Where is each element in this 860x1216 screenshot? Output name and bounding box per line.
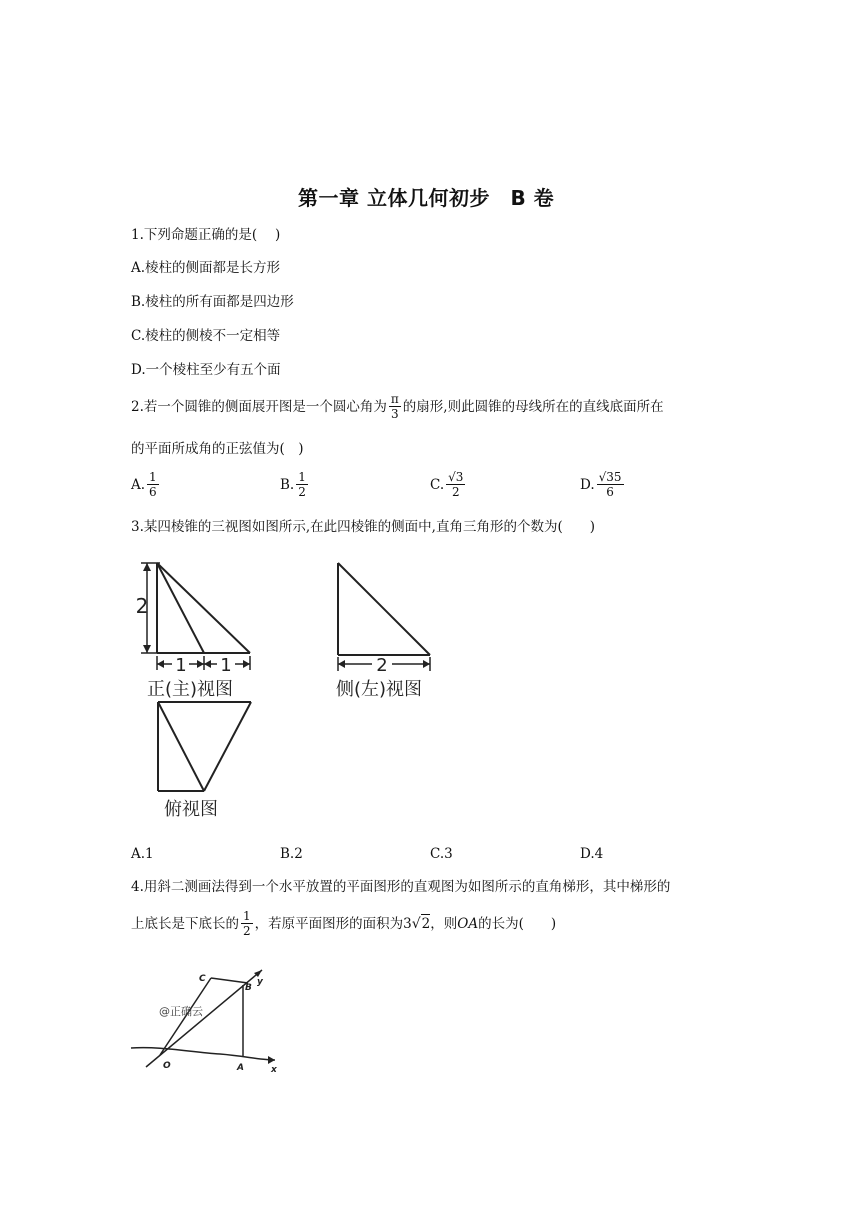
q1-stem: 1.下列命题正确的是( ): [131, 227, 281, 243]
q4-label-c: C: [199, 974, 206, 984]
q2-option-d-label: D.: [580, 476, 595, 493]
q1-option-c: C.棱柱的侧棱不一定相等: [131, 328, 281, 344]
q1-option-a: A.棱柱的侧面都是长方形: [131, 260, 281, 276]
q2-option-b-label: B.: [280, 476, 295, 493]
q4-label-y: y: [257, 977, 263, 987]
q2-stem-part-b: 的扇形,则此圆锥的母线所在的直线底面所在: [402, 398, 664, 415]
q4-stem-part-c: ，若原平面图形的面积为: [254, 915, 404, 932]
q2-angle-den: 3: [391, 407, 399, 421]
q3-dim-height: 2: [135, 594, 149, 618]
q2-stem-line2: 的平面所成角的正弦值为( ): [131, 441, 304, 457]
q3-dim-side: 2: [376, 655, 388, 676]
q3-stem: 3.某四棱锥的三视图如图所示,在此四棱锥的侧面中,直角三角形的个数为( ): [131, 519, 595, 535]
q2-option-c-num: √3: [448, 470, 464, 484]
q4-stem-part-b: 上底长是下底长的: [131, 915, 239, 932]
q4-x-axis: [131, 1048, 275, 1060]
q2-option-c-label: C.: [430, 476, 445, 493]
q4-label-x: x: [271, 1065, 277, 1075]
q2-option-b-den: 2: [298, 485, 306, 499]
q3-front-view-label: 正(主)视图: [147, 679, 234, 700]
q3-side-view-label: 侧(左)视图: [336, 679, 423, 700]
q3-option-d: D.4: [580, 846, 604, 862]
q4-segment-oa: OA: [457, 915, 479, 932]
q4-area-radicand: 2: [421, 916, 431, 932]
q2-option-d-num: √35: [598, 470, 622, 484]
q1-option-d: D.一个棱柱至少有五个面: [131, 362, 281, 378]
q4-label-o: O: [163, 1061, 171, 1071]
q4-frac-den: 2: [243, 924, 251, 938]
q4-watermark: @正确云: [159, 1005, 203, 1018]
q3-dim-left: 1: [175, 655, 187, 676]
q4-label-a: A: [237, 1063, 244, 1073]
q2-option-a-den: 6: [149, 485, 157, 499]
q4-stem-part-d: ，则: [430, 915, 458, 932]
page-title: 第一章 立体几何初步 B 卷: [298, 186, 555, 210]
q4-edge-cb: [211, 978, 248, 983]
q4-stem-line2: 上底长是下底长的 $\frac{1}{2}$ ，若原平面图形的面积为 3 √ 2 ，则 OA 的长为( ): [131, 909, 557, 938]
q4-area-coef: 3: [403, 915, 412, 932]
q3-dim-right: 1: [220, 655, 232, 676]
q3-option-a: A.1: [131, 846, 154, 862]
q2-option-c-den: 2: [451, 485, 460, 499]
q2-option-a-label: A.: [131, 476, 146, 493]
q3-option-b: B.2: [280, 846, 303, 862]
q1-option-b: B.棱柱的所有面都是四边形: [131, 294, 294, 310]
q3-top-view-label: 俯视图: [164, 799, 218, 820]
q4-stem-part-e: 的长为( ): [478, 915, 557, 932]
q2-option-a-num: 1: [149, 470, 157, 484]
q2-stem-part-a: 2.若一个圆锥的侧面展开图是一个圆心角为: [131, 398, 387, 415]
q4-stem-line1: 4.用斜二测画法得到一个水平放置的平面图形的直观图为如图所示的直角梯形，其中梯形的: [131, 879, 671, 895]
q4-label-b: B: [245, 983, 252, 993]
q4-frac-num: 1: [243, 909, 251, 923]
q2-option-b-num: 1: [298, 470, 306, 484]
q2-angle-num: π: [390, 392, 399, 406]
q3-option-c: C.3: [430, 846, 453, 862]
q2-option-d-den: 6: [606, 485, 614, 499]
